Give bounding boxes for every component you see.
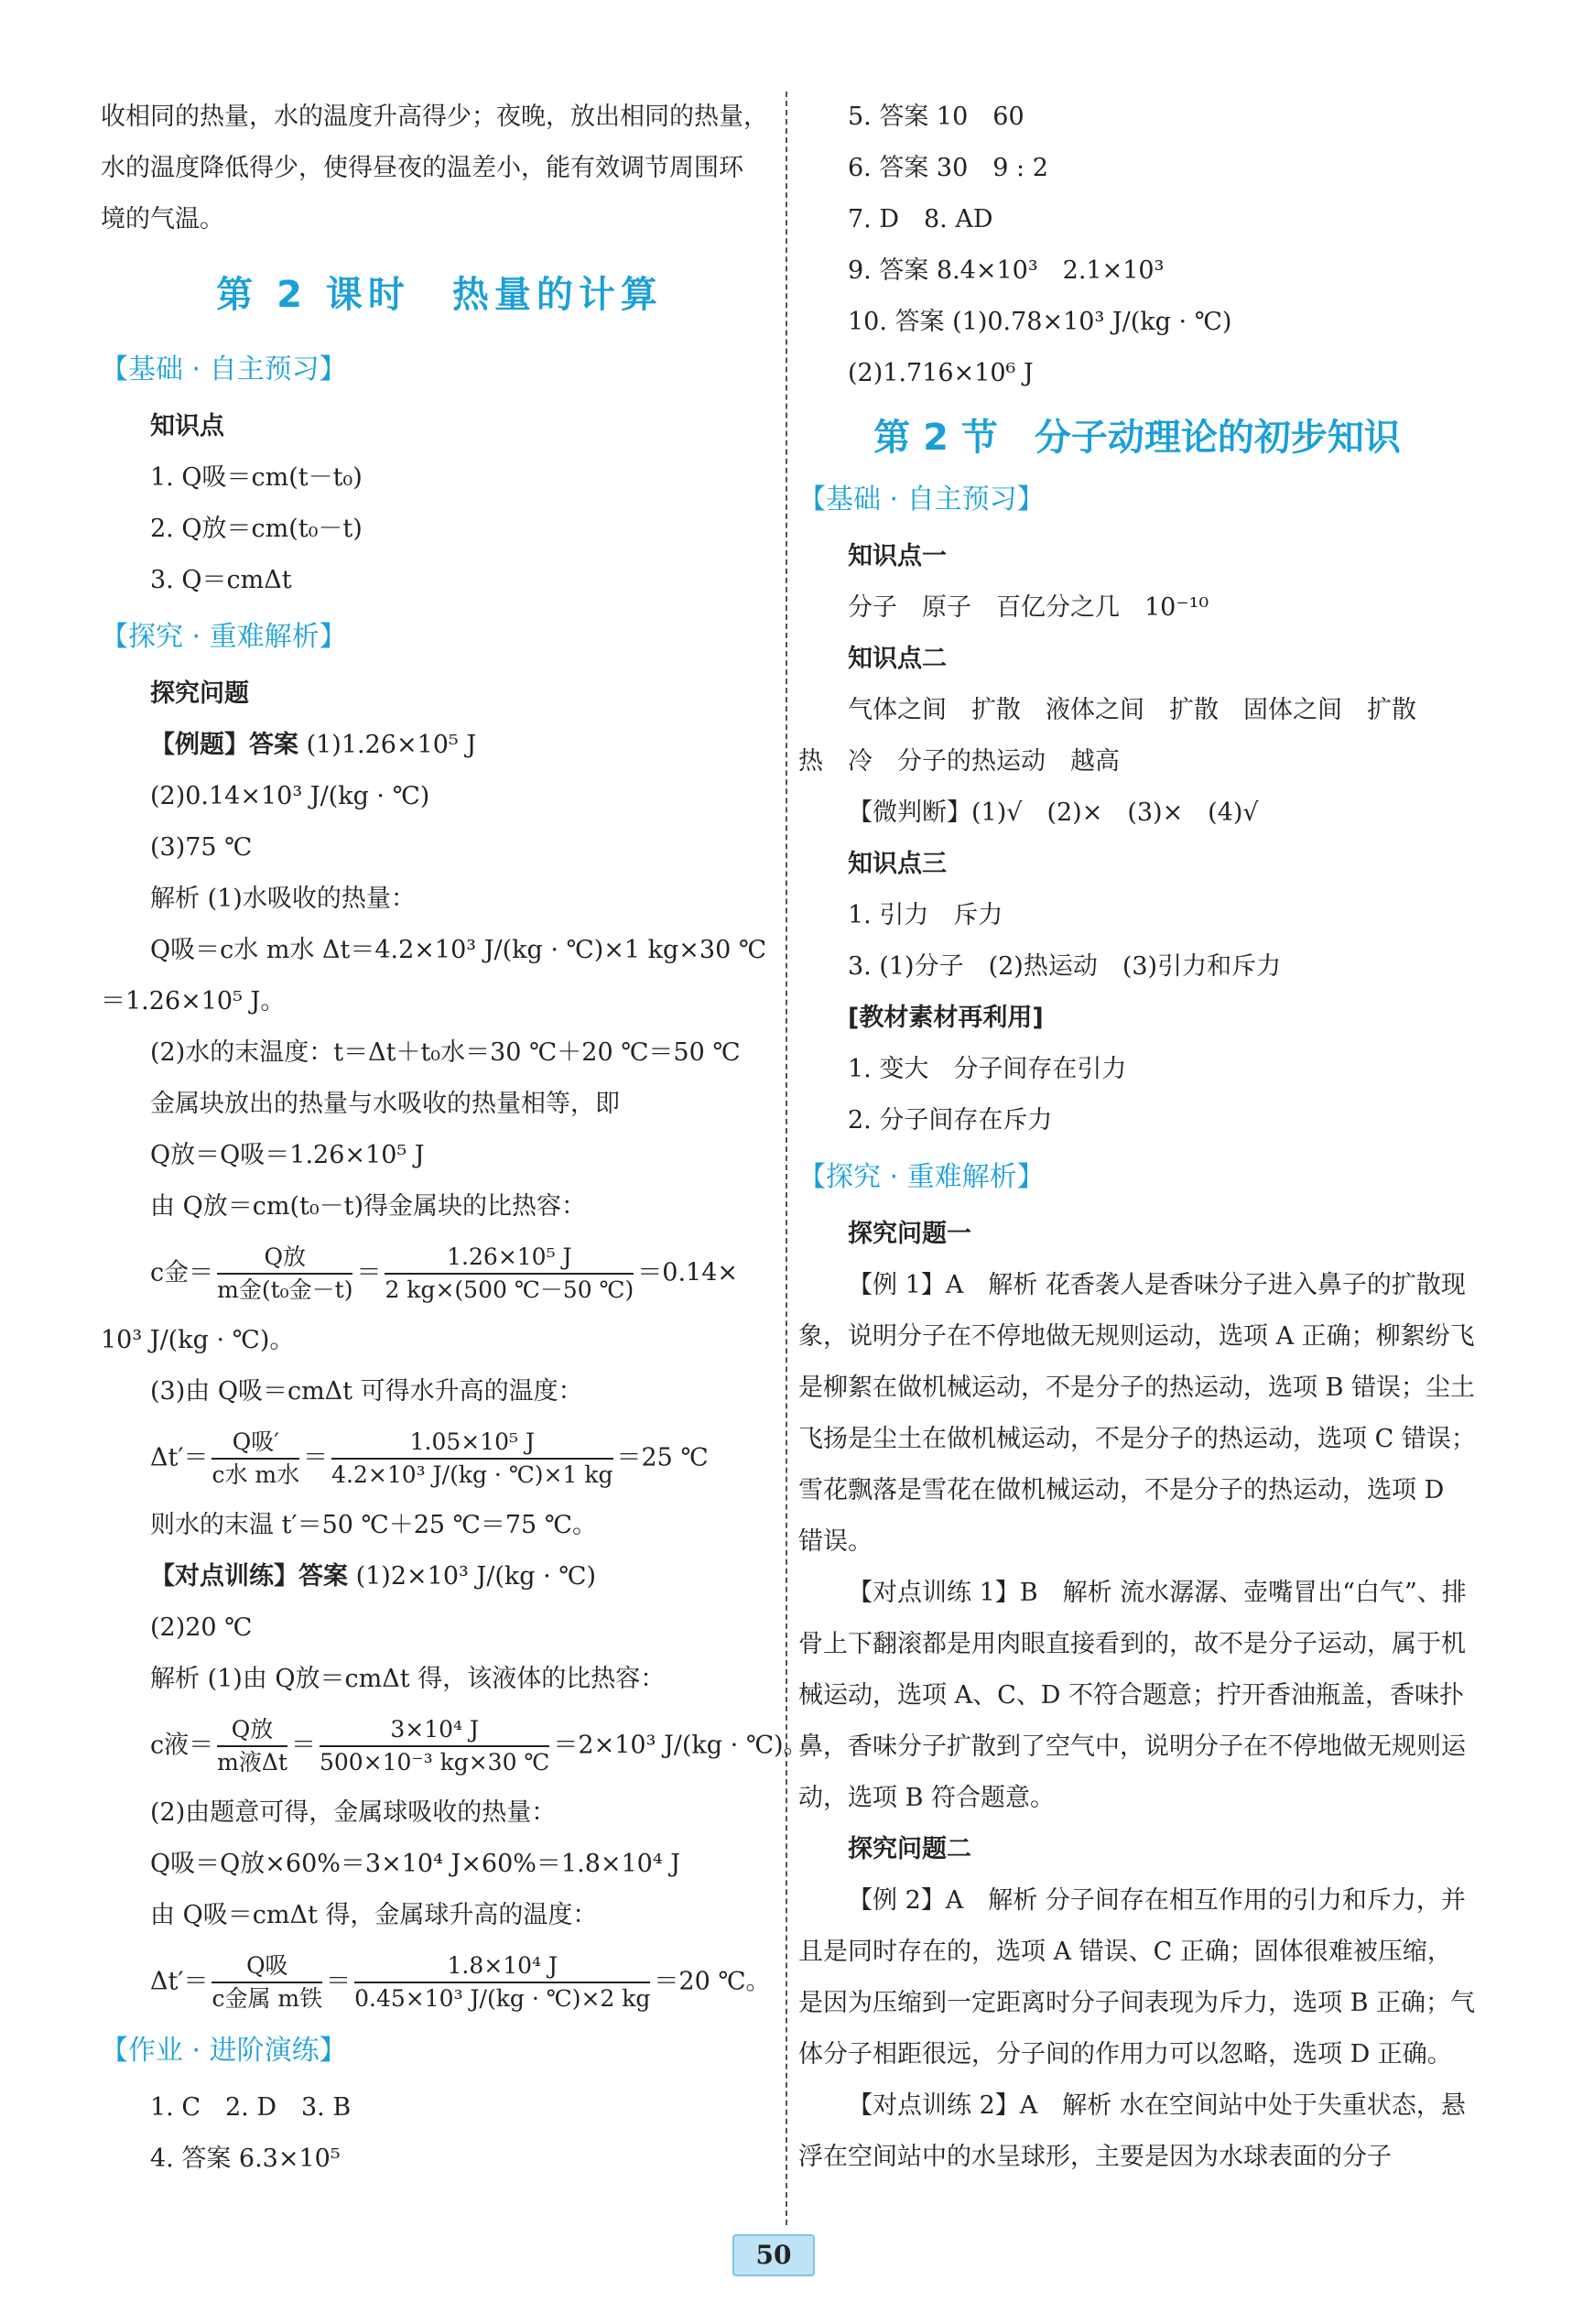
knowledge-text: 热 冷 分子的热运动 越高 [798, 747, 1120, 776]
knowledge-text: 2. 分子间存在斥力 [848, 1106, 1053, 1135]
homework-answer: 4. 答案 6.3×10⁵ [150, 2145, 341, 2173]
left-column [101, 92, 808, 2185]
section-heading: 【探究 · 重难解析】 [798, 1161, 1045, 1193]
example-paragraph: 【例 1】A 解析 花香袭人是香味分子进入鼻子的扩散现象，说明分子在不停地做无规则运动，选项 A 正确；柳絮纷飞是柳絮在做机械运动，不是分子的热运动，选项 B 错误；尘土飞扬是尘土在做机械运动，不是分子的热运动，选项 C 错误；雪花飘落是雪花在做机械运动，不是分子的热运动，选项 D 错误。 [798, 1271, 1476, 1556]
judge-line: 【微判断】(1)√ (2)× (3)× (4)√ [848, 798, 1259, 827]
solution-line: 10³ J/(kg · ℃)。 [101, 1326, 295, 1354]
homework-answer: 1. C 2. D 3. B [150, 2093, 352, 2122]
answer-text: (2)0.14×10³ J/(kg · ℃) [150, 782, 430, 810]
solution-line: Q放＝Q吸＝1.26×10⁵ J [150, 1141, 425, 1169]
subheading: 探究问题一 [848, 1220, 971, 1248]
subheading: [教材素材再利用] [848, 1004, 1044, 1032]
solution-line: (3)由 Q吸＝cmΔt 可得水升高的温度： [150, 1377, 583, 1406]
intro-line: 收相同的热量，水的温度升高得少；夜晚，放出相同的热量， [101, 103, 768, 131]
answer-text: (1)2×10³ J/(kg · ℃) [355, 1562, 596, 1591]
solution-line: 解析 (1)由 Q放＝cmΔt 得，该液体的比热容： [150, 1665, 666, 1693]
subheading: 知识点二 [848, 645, 947, 673]
example-paragraph: 【例 2】A 解析 分子间存在相互作用的引力和斥力，并且是同时存在的，选项 A 错误、C 正确；固体很难被压缩，是因为压缩到一定距离时分子间表现为斥力，选项 B 正确；气体分子相距很远，分子间的作用力可以忽略，选项 D 正确。 [798, 1886, 1476, 2069]
solution-line: Q吸＝Q放×60%＝3×10⁴ J×60%＝1.8×10⁴ J [150, 1850, 681, 1878]
answer-line: (2)1.716×10⁶ J [848, 359, 1034, 387]
answer-line: 10. 答案 (1)0.78×10³ J/(kg · ℃) [848, 308, 1232, 336]
section-heading: 【基础 · 自主预习】 [101, 353, 347, 386]
answer-line: 9. 答案 8.4×10³ 2.1×10³ [848, 256, 1165, 285]
drill-paragraph: 【对点训练 2】A 解析 水在空间站中处于失重状态，悬浮在空间站中的水呈球形，主要是因为水球表面的分子 [798, 2091, 1466, 2171]
drill-paragraph: 【对点训练 1】B 解析 流水潺潺、壶嘴冒出“白气”、排骨上下翻滚都是用肉眼直接看到的，故不是分子运动，属于机械运动，选项 A、C、D 不符合题意；拧开香油瓶盖，香味扑鼻，香味分子扩散到了空气中，说明分子在不停地做无规则运动，选项 B 符合题意。 [798, 1579, 1467, 1812]
section-title: 第 2 节 分子动理论的初步知识 [873, 417, 1401, 459]
equation-4: Δt′＝ $\frac{\text{Q吸}}{\text{c金属 m铁}}$ ＝ $\frac{\text{1.8×10⁴ J}}{\text{0.45×10³ J/(kg · ℃)×2 kg}}$ ＝20 ℃。 [150, 1952, 771, 2012]
solution-line: 则水的末温 t′＝50 ℃＋25 ℃＝75 ℃。 [150, 1511, 597, 1539]
formula-item: 3. Q＝cmΔt [150, 566, 292, 594]
subheading: 知识点一 [848, 542, 947, 570]
solution-line: ＝1.26×10⁵ J。 [101, 987, 286, 1015]
answer-line: 6. 答案 30 9 : 2 [848, 154, 1048, 182]
section-heading: 【作业 · 进阶演练】 [101, 2035, 347, 2067]
section-heading: 【基础 · 自主预习】 [798, 483, 1045, 516]
knowledge-text: 3. (1)分子 (2)热运动 (3)引力和斥力 [848, 952, 1282, 981]
solution-line: Q吸＝c水 m水 Δt＝4.2×10³ J/(kg · ℃)×1 kg×30 ℃ [150, 936, 767, 964]
drill-label: 【对点训练】答案 [150, 1562, 348, 1591]
equation-1: c金＝ $\frac{\text{Q放}}{\text{m金(t₀金－t)}}$ ＝ $\frac{\text{1.26×10⁵ J}}{2 kg\times(500 ℃-50 ℃)}$ ＝0.14× [150, 1243, 739, 1303]
equation-2: Δt′＝ $\frac{\text{Q吸′}}{\text{c水 m水}}$ ＝ $\frac{\text{1.05×10⁵ J}}{\text{4.2×10³ J/(kg · ℃)×1 kg}}$ ＝25 ℃ [150, 1428, 709, 1488]
solution-line: 由 Q放＝cm(t₀－t)得金属块的比热容： [150, 1192, 587, 1221]
answer-text: (2)20 ℃ [150, 1613, 253, 1642]
solution-line: 金属块放出的热量与水吸收的热量相等，即 [150, 1090, 620, 1118]
page-number: 50 [732, 2234, 815, 2276]
example-label: 【例题】答案 [150, 731, 298, 759]
formula-item: 2. Q放＝cm(t₀－t) [150, 515, 363, 543]
intro-line: 水的温度降低得少，使得昼夜的温差小，能有效调节周围环 [101, 154, 743, 182]
knowledge-text: 分子 原子 百亿分之几 10⁻¹⁰ [848, 593, 1209, 622]
solution-line: (2)由题意可得，金属球吸收的热量： [150, 1798, 557, 1827]
answer-text: (1)1.26×10⁵ J [306, 731, 477, 759]
subheading: 探究问题二 [848, 1835, 971, 1863]
solution-line: 解析 (1)水吸收的热量： [150, 885, 416, 913]
solution-line: 由 Q吸＝cmΔt 得，金属球升高的温度： [150, 1901, 598, 1929]
answer-line: 7. D 8. AD [848, 205, 993, 233]
lesson-title: 第 2 课时 热量的计算 [216, 274, 663, 316]
section-heading: 【探究 · 重难解析】 [101, 621, 347, 653]
subheading: 知识点 [150, 412, 224, 440]
equation-3: c液＝ $\frac{\text{Q放}}{\text{m液Δt}}$ ＝ $\frac{\text{3×10⁴ J}}{\text{500×10⁻³ kg×30 ℃}}$ ＝2×10³ J/(kg · ℃)。 [150, 1716, 808, 1776]
subheading: 探究问题 [150, 679, 249, 708]
knowledge-text: 1. 引力 斥力 [848, 901, 1003, 929]
subheading: 知识点三 [848, 850, 947, 878]
knowledge-text: 1. 变大 分子间存在引力 [848, 1055, 1127, 1083]
column-divider [786, 92, 787, 2225]
intro-line: 境的气温。 [101, 205, 224, 233]
answer-text: (3)75 ℃ [150, 833, 253, 862]
solution-line: (2)水的末温度：t＝Δt＋t₀水＝30 ℃＋20 ℃＝50 ℃ [150, 1038, 741, 1067]
right-column [798, 92, 1476, 2183]
formula-item: 1. Q吸＝cm(t－t₀) [150, 463, 363, 492]
knowledge-text: 气体之间 扩散 液体之间 扩散 固体之间 扩散 [848, 696, 1416, 724]
answer-line: 5. 答案 10 60 [848, 103, 1025, 131]
